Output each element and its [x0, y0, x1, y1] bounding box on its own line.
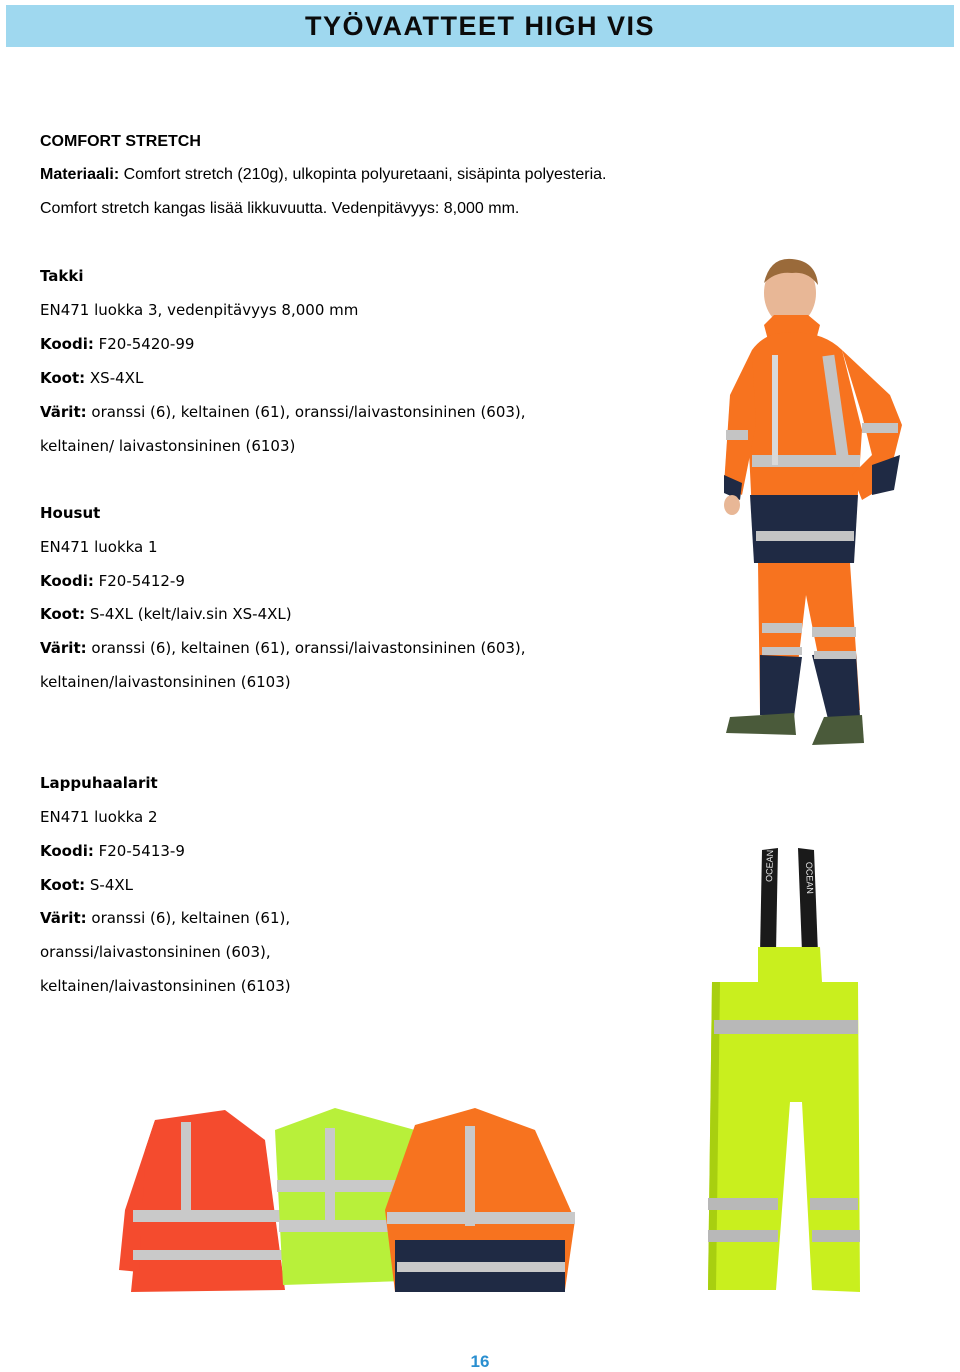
code-value: F20-5413-9 — [93, 842, 185, 860]
bib-heading: Lappuhaalarit — [40, 774, 158, 792]
colors-value: oranssi (6), keltainen (61), — [86, 909, 291, 927]
sizes-value: S-4XL — [85, 876, 134, 894]
bib-sizes — [40, 875, 133, 895]
trousers-colors — [40, 638, 526, 658]
material-label: Materiaali: — [40, 166, 120, 183]
jacket-code — [40, 334, 194, 354]
trousers-heading: Housut — [40, 504, 101, 522]
code-value: F20-5412-9 — [93, 572, 185, 590]
code-label: Koodi: — [40, 335, 94, 353]
sizes-label: Koot: — [40, 369, 86, 387]
trousers-code — [40, 571, 185, 591]
sizes-label: Koot: — [40, 605, 86, 623]
sizes-value: S-4XL (kelt/laiv.sin XS-4XL) — [85, 605, 292, 623]
colors-label: Värit: — [40, 639, 87, 657]
bib-trousers-photo — [700, 842, 910, 1302]
colors-value: oranssi (6), keltainen (61), oranssi/laivastonsininen (603), — [86, 639, 526, 657]
jacket-sizes — [40, 368, 143, 388]
jacket-standard: EN471 luokka 3, vedenpitävyys 8,000 mm — [40, 301, 359, 319]
code-value: F20-5420-99 — [93, 335, 195, 353]
strap-label: OCEAN — [764, 849, 776, 883]
jackets-photo — [115, 1100, 585, 1305]
title-banner — [6, 5, 954, 47]
material-line — [40, 165, 607, 185]
code-label: Koodi: — [40, 572, 94, 590]
trousers-colors-2: keltainen/laivastonsininen (6103) — [40, 673, 291, 691]
jacket-colors-2: keltainen/ laivastonsininen (6103) — [40, 437, 296, 455]
sizes-value: XS-4XL — [85, 369, 144, 387]
intro-heading: COMFORT STRETCH — [40, 133, 201, 150]
page-number: 16 — [470, 1352, 490, 1371]
bib-colors-3: keltainen/laivastonsininen (6103) — [40, 977, 291, 995]
material-text: Comfort stretch (210g), ulkopinta polyuretaani, sisäpinta polyesteria. — [119, 166, 607, 183]
colors-label: Värit: — [40, 909, 87, 927]
bib-colors — [40, 908, 290, 928]
sizes-label: Koot: — [40, 876, 86, 894]
material-line-2: Comfort stretch kangas lisää likkuvuutta. Vedenpitävyys: 8,000 mm. — [40, 200, 520, 217]
bib-code — [40, 841, 185, 861]
bib-standard: EN471 luokka 2 — [40, 808, 158, 826]
colors-label: Värit: — [40, 403, 87, 421]
bib-colors-2: oranssi/laivastonsininen (603), — [40, 943, 271, 961]
strap-label-2: OCEAN — [804, 861, 816, 895]
colors-value: oranssi (6), keltainen (61), oranssi/laivastonsininen (603), — [86, 403, 526, 421]
jacket-heading: Takki — [40, 267, 84, 285]
suit-photo — [712, 255, 912, 755]
trousers-sizes — [40, 604, 292, 624]
code-label: Koodi: — [40, 842, 94, 860]
jacket-colors — [40, 402, 526, 422]
page-title: TYÖVAATTEET HIGH VIS — [304, 10, 656, 41]
trousers-standard: EN471 luokka 1 — [40, 538, 158, 556]
